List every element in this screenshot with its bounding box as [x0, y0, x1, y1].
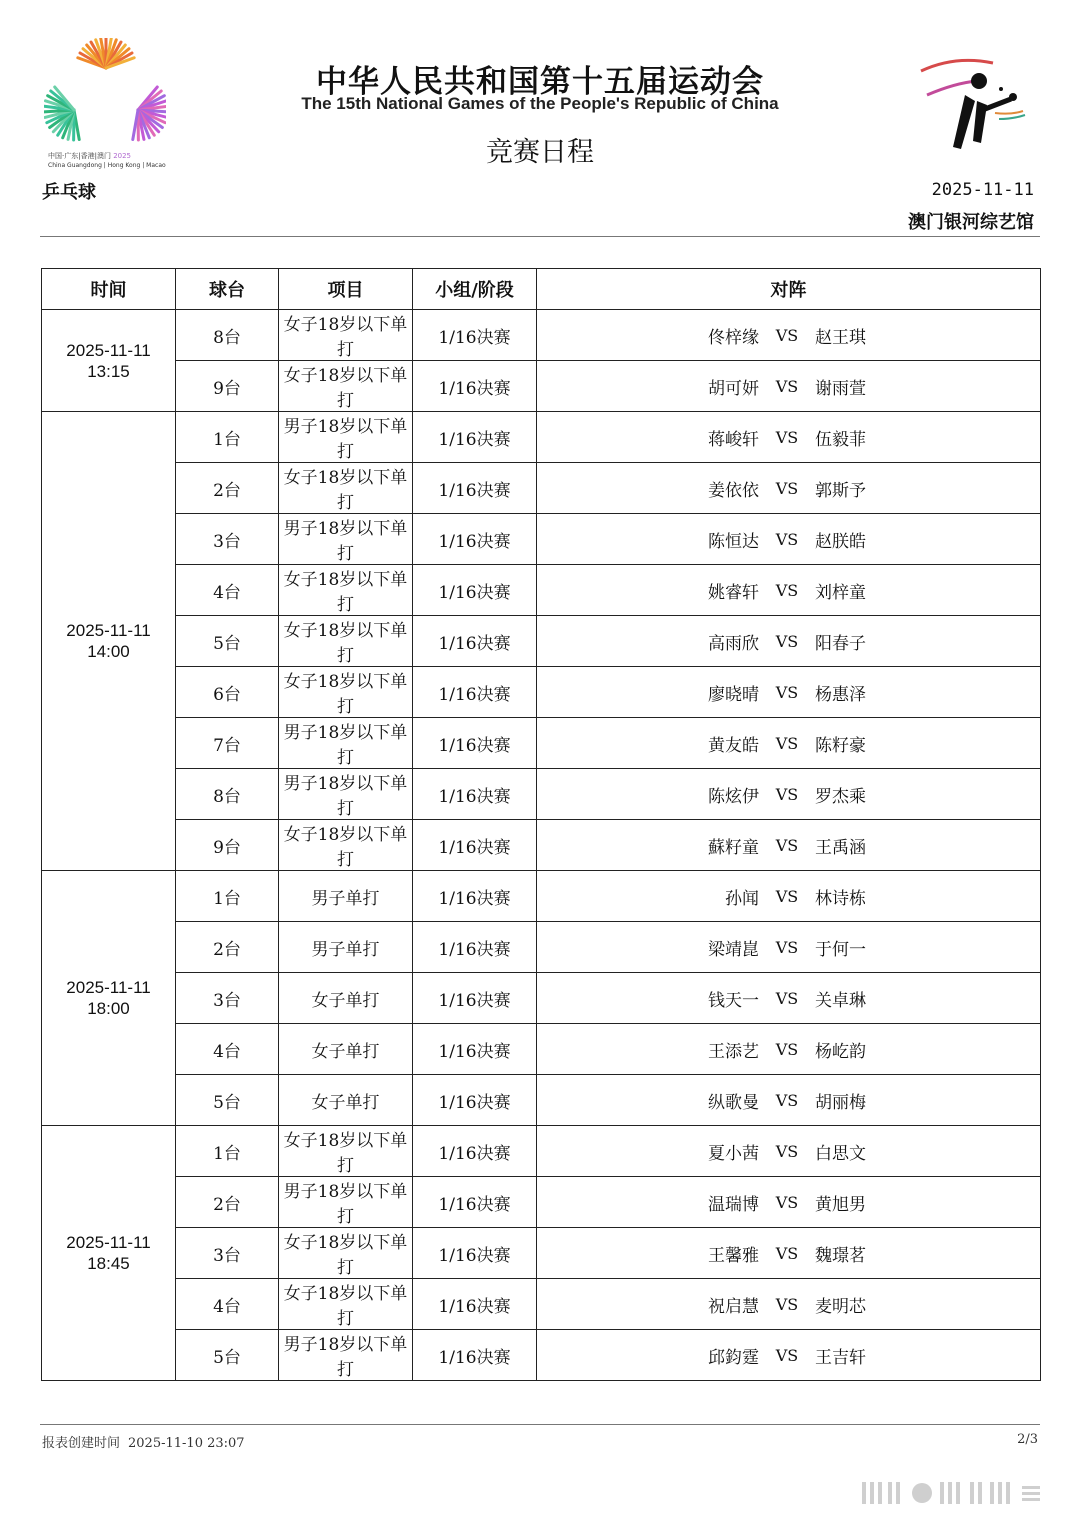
table-row	[42, 667, 1041, 718]
match-pairing	[537, 731, 1040, 756]
logo-caption-year: 2025	[113, 152, 132, 160]
stage-cell: 1/16决赛	[413, 463, 537, 514]
player-one: 祝启慧	[708, 1296, 759, 1317]
event-cell: 男子18岁以下单打	[279, 718, 413, 769]
vs-label: VS	[775, 1294, 799, 1314]
player-two: 王禹涵	[815, 837, 866, 858]
event-cell: 男子18岁以下单打	[279, 412, 413, 463]
player-two: 伍毅菲	[815, 429, 866, 450]
event-cell: 女子18岁以下单打	[279, 616, 413, 667]
table-number-cell: 5台	[176, 1330, 279, 1381]
player-one: 夏小茜	[708, 1143, 759, 1164]
player-one: 姚睿轩	[708, 582, 759, 603]
match-pairing	[537, 527, 1040, 552]
stage-cell: 1/16决赛	[413, 1075, 537, 1126]
match-cell	[537, 922, 1041, 973]
match-cell	[537, 463, 1041, 514]
player-one: 佟梓缘	[708, 327, 759, 348]
table-row	[42, 514, 1041, 565]
match-pairing	[537, 1343, 1040, 1368]
vs-label: VS	[775, 478, 799, 498]
player-two: 陈籽豪	[815, 735, 866, 756]
time-clock: 18:00	[87, 999, 130, 1018]
match-cell	[537, 616, 1041, 667]
report-created-label: 报表创建时间	[42, 1436, 121, 1451]
stage-cell: 1/16决赛	[413, 769, 537, 820]
stage-cell: 1/16决赛	[413, 565, 537, 616]
vs-label: VS	[775, 325, 799, 345]
player-one: 梁靖崑	[708, 939, 759, 960]
event-cell: 女子18岁以下单打	[279, 463, 413, 514]
match-cell	[537, 412, 1041, 463]
match-pairing	[537, 986, 1040, 1011]
table-row	[42, 412, 1041, 463]
table-row	[42, 310, 1041, 361]
player-one: 钱天一	[708, 990, 759, 1011]
table-row	[42, 1279, 1041, 1330]
table-row	[42, 463, 1041, 514]
event-cell: 男子18岁以下单打	[279, 1330, 413, 1381]
table-number-cell: 2台	[176, 1177, 279, 1228]
match-cell	[537, 310, 1041, 361]
time-clock: 18:45	[87, 1254, 130, 1273]
player-one: 王添艺	[708, 1041, 759, 1062]
stage-cell: 1/16决赛	[413, 1330, 537, 1381]
player-two: 阳春子	[815, 633, 866, 654]
match-cell	[537, 1024, 1041, 1075]
table-row	[42, 1075, 1041, 1126]
stage-cell: 1/16决赛	[413, 1228, 537, 1279]
stage-cell: 1/16决赛	[413, 1024, 537, 1075]
event-cell: 女子单打	[279, 973, 413, 1024]
table-number-cell: 4台	[176, 1279, 279, 1330]
match-cell	[537, 1279, 1041, 1330]
match-cell	[537, 769, 1041, 820]
match-pairing	[537, 374, 1040, 399]
table-row	[42, 616, 1041, 667]
table-number-cell: 9台	[176, 820, 279, 871]
player-one: 黄友皓	[708, 735, 759, 756]
table-row	[42, 1126, 1041, 1177]
table-row	[42, 871, 1041, 922]
match-cell	[537, 820, 1041, 871]
player-one: 陈炫伊	[708, 786, 759, 807]
time-cell	[42, 412, 176, 871]
match-pairing	[537, 1292, 1040, 1317]
table-number-cell: 1台	[176, 1126, 279, 1177]
table-number-cell: 2台	[176, 463, 279, 514]
vs-label: VS	[775, 784, 799, 804]
table-number-cell: 9台	[176, 361, 279, 412]
header-table: 球台	[176, 269, 279, 310]
table-tennis-pictogram	[915, 55, 1030, 155]
player-two: 郭斯予	[815, 480, 866, 501]
event-cell: 女子18岁以下单打	[279, 1279, 413, 1330]
vs-label: VS	[775, 733, 799, 753]
player-two: 罗杰乘	[815, 786, 866, 807]
stage-cell: 1/16决赛	[413, 1126, 537, 1177]
match-pairing	[537, 782, 1040, 807]
stage-cell: 1/16决赛	[413, 412, 537, 463]
stage-cell: 1/16决赛	[413, 667, 537, 718]
match-pairing	[537, 1139, 1040, 1164]
stage-cell: 1/16决赛	[413, 1279, 537, 1330]
time-date: 2025-11-11	[66, 340, 151, 360]
player-two: 胡丽梅	[815, 1092, 866, 1113]
match-pairing	[537, 629, 1040, 654]
table-row	[42, 1330, 1041, 1381]
table-number-cell: 3台	[176, 973, 279, 1024]
vs-label: VS	[775, 682, 799, 702]
match-cell	[537, 667, 1041, 718]
player-one: 胡可妍	[708, 378, 759, 399]
logo-caption-line1: 中国·广东|香港|澳门	[48, 152, 111, 160]
time-date: 2025-11-11	[66, 978, 151, 997]
match-pairing	[537, 935, 1040, 960]
event-cell: 男子18岁以下单打	[279, 769, 413, 820]
table-number-cell: 4台	[176, 1024, 279, 1075]
logo-caption-line2: China Guangdong | Hong Kong | Macao	[48, 162, 166, 169]
vs-label: VS	[775, 427, 799, 447]
table-number-cell: 3台	[176, 514, 279, 565]
event-cell: 女子18岁以下单打	[279, 361, 413, 412]
player-two: 谢雨萱	[815, 378, 866, 399]
table-number-cell: 5台	[176, 616, 279, 667]
stage-cell: 1/16决赛	[413, 973, 537, 1024]
event-cell: 女子18岁以下单打	[279, 667, 413, 718]
vs-label: VS	[775, 1039, 799, 1059]
event-cell: 女子单打	[279, 1024, 413, 1075]
player-two: 麦明芯	[815, 1296, 866, 1317]
vs-label: VS	[775, 1141, 799, 1161]
player-two: 魏璟茗	[815, 1245, 866, 1266]
vs-label: VS	[775, 376, 799, 396]
watermark-icon	[862, 1478, 1062, 1508]
table-row	[42, 769, 1041, 820]
vs-label: VS	[775, 1192, 799, 1212]
stage-cell: 1/16决赛	[413, 1177, 537, 1228]
header-time: 时间	[42, 269, 176, 310]
table-row	[42, 922, 1041, 973]
table-row	[42, 1228, 1041, 1279]
stage-cell: 1/16决赛	[413, 616, 537, 667]
stage-cell: 1/16决赛	[413, 718, 537, 769]
vs-label: VS	[775, 988, 799, 1008]
match-pairing	[537, 884, 1040, 909]
event-cell: 女子18岁以下单打	[279, 1126, 413, 1177]
match-pairing	[537, 323, 1040, 348]
table-number-cell: 5台	[176, 1075, 279, 1126]
table-number-cell: 1台	[176, 871, 279, 922]
match-pairing	[537, 1190, 1040, 1215]
player-two: 王吉轩	[815, 1347, 866, 1368]
vs-label: VS	[775, 886, 799, 906]
time-date: 2025-11-11	[66, 1233, 151, 1252]
player-one: 纵歌曼	[708, 1092, 759, 1113]
schedule-date: 2025-11-11	[931, 180, 1034, 200]
page-number: 2/3	[1017, 1432, 1038, 1447]
table-number-cell: 8台	[176, 769, 279, 820]
table-header-row	[42, 269, 1041, 310]
schedule-table	[41, 268, 1041, 1381]
table-number-cell: 6台	[176, 667, 279, 718]
match-cell	[537, 361, 1041, 412]
table-number-cell: 8台	[176, 310, 279, 361]
player-two: 于何一	[815, 939, 866, 960]
venue-name: 澳门银河综艺馆	[908, 212, 1034, 233]
vs-label: VS	[775, 631, 799, 651]
match-cell	[537, 1228, 1041, 1279]
player-one: 孙闻	[725, 888, 759, 909]
vs-label: VS	[775, 529, 799, 549]
match-cell	[537, 514, 1041, 565]
time-clock: 14:00	[87, 642, 130, 661]
match-pairing	[537, 476, 1040, 501]
event-cell: 男子18岁以下单打	[279, 514, 413, 565]
match-pairing	[537, 1241, 1040, 1266]
report-created-time: 2025-11-10 23:07	[128, 1436, 245, 1451]
table-row	[42, 565, 1041, 616]
header-divider	[40, 236, 1040, 237]
header-event: 项目	[279, 269, 413, 310]
player-one: 王馨雅	[708, 1245, 759, 1266]
vs-label: VS	[775, 580, 799, 600]
table-row	[42, 973, 1041, 1024]
table-row	[42, 1024, 1041, 1075]
player-one: 温瑞博	[708, 1194, 759, 1215]
player-one: 廖晓晴	[708, 684, 759, 705]
vs-label: VS	[775, 1345, 799, 1365]
player-one: 姜依依	[708, 480, 759, 501]
table-row	[42, 820, 1041, 871]
table-number-cell: 3台	[176, 1228, 279, 1279]
table-row	[42, 718, 1041, 769]
stage-cell: 1/16决赛	[413, 361, 537, 412]
time-clock: 13:15	[87, 361, 130, 381]
page-title-en: The 15th National Games of the People's Republic of China	[301, 94, 779, 113]
player-two: 白思文	[815, 1143, 866, 1164]
player-one: 蘇籽童	[708, 837, 759, 858]
match-cell	[537, 565, 1041, 616]
match-pairing	[537, 578, 1040, 603]
player-two: 杨惠泽	[815, 684, 866, 705]
table-tennis-icon	[915, 55, 1030, 155]
player-two: 杨屹韵	[815, 1041, 866, 1062]
time-cell	[42, 871, 176, 1126]
stage-cell: 1/16决赛	[413, 871, 537, 922]
table-number-cell: 2台	[176, 922, 279, 973]
vs-label: VS	[775, 1243, 799, 1263]
player-one: 邱鈞霆	[708, 1347, 759, 1368]
event-cell: 女子单打	[279, 1075, 413, 1126]
match-pairing	[537, 833, 1040, 858]
header-stage: 小组/阶段	[413, 269, 537, 310]
match-cell	[537, 973, 1041, 1024]
stage-cell: 1/16决赛	[413, 820, 537, 871]
vs-label: VS	[775, 937, 799, 957]
match-cell	[537, 1177, 1041, 1228]
stage-cell: 1/16决赛	[413, 310, 537, 361]
event-cell: 女子18岁以下单打	[279, 1228, 413, 1279]
event-cell: 女子18岁以下单打	[279, 310, 413, 361]
event-cell: 男子18岁以下单打	[279, 1177, 413, 1228]
time-cell	[42, 1126, 176, 1381]
time-cell	[42, 310, 176, 412]
match-pairing	[537, 1037, 1040, 1062]
vs-label: VS	[775, 835, 799, 855]
table-number-cell: 7台	[176, 718, 279, 769]
match-cell	[537, 718, 1041, 769]
header-match: 对阵	[537, 269, 1041, 310]
event-cell: 男子单打	[279, 871, 413, 922]
match-pairing	[537, 1088, 1040, 1113]
player-two: 林诗栋	[815, 888, 866, 909]
event-cell: 女子18岁以下单打	[279, 565, 413, 616]
match-pairing	[537, 425, 1040, 450]
document-title: 竞赛日程	[486, 137, 594, 168]
table-number-cell: 4台	[176, 565, 279, 616]
table-row	[42, 1177, 1041, 1228]
player-two: 黄旭男	[815, 1194, 866, 1215]
player-one: 陈恒达	[708, 531, 759, 552]
table-row	[42, 361, 1041, 412]
match-pairing	[537, 680, 1040, 705]
match-cell	[537, 1126, 1041, 1177]
stage-cell: 1/16决赛	[413, 922, 537, 973]
footer-divider	[40, 1424, 1040, 1425]
page-title-cn: 中华人民共和国第十五届运动会	[316, 64, 764, 100]
player-two: 关卓琳	[815, 990, 866, 1011]
schedule-body	[42, 310, 1041, 1381]
table-number-cell: 1台	[176, 412, 279, 463]
event-cell: 女子18岁以下单打	[279, 820, 413, 871]
match-cell	[537, 1330, 1041, 1381]
time-date: 2025-11-11	[66, 621, 151, 640]
match-cell	[537, 1075, 1041, 1126]
player-two: 赵朕皓	[815, 531, 866, 552]
stage-cell: 1/16决赛	[413, 514, 537, 565]
player-one: 高雨欣	[708, 633, 759, 654]
vs-label: VS	[775, 1090, 799, 1110]
event-cell: 男子单打	[279, 922, 413, 973]
player-two: 赵王琪	[815, 327, 866, 348]
sport-name: 乒乓球	[42, 182, 96, 203]
match-cell	[537, 871, 1041, 922]
player-one: 蒋峻轩	[708, 429, 759, 450]
player-two: 刘梓童	[815, 582, 866, 603]
report-created	[42, 1432, 245, 1451]
